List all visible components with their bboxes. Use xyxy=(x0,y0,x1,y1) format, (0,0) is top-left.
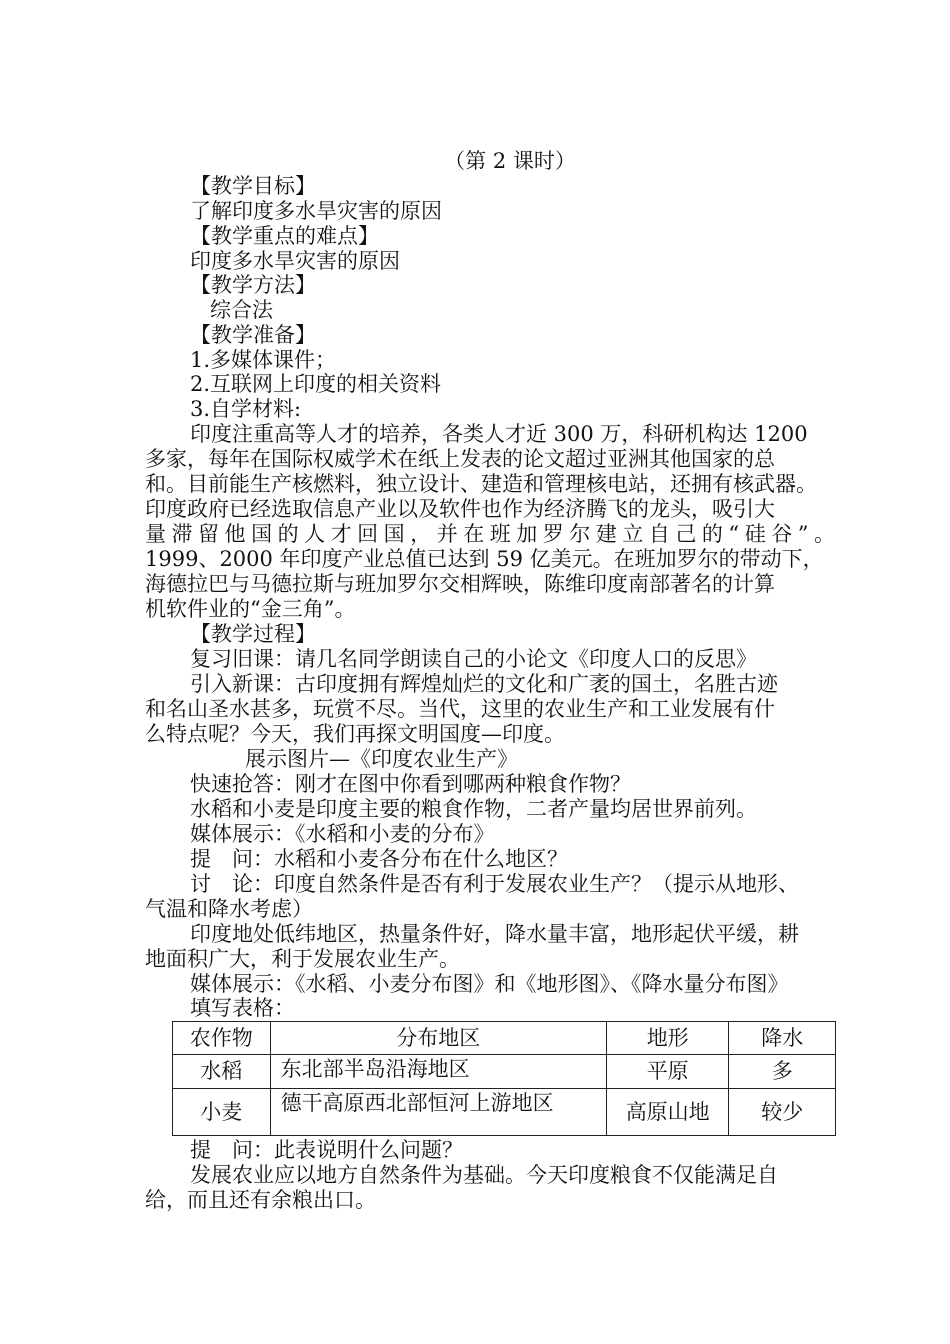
table-cell: 平原 xyxy=(606,1055,728,1089)
material-line: 和。目前能生产核燃料，独立设计、建造和管理核电站，还拥有核武器。 xyxy=(145,472,817,496)
heading-preparation: 【教学准备】 xyxy=(190,323,316,347)
answer-line: 地面积广大，利于发展农业生产。 xyxy=(145,947,460,971)
heading-key-points: 【教学重点的难点】 xyxy=(190,224,379,248)
table-header-cell: 降水 xyxy=(729,1022,836,1055)
table-header-cell: 农作物 xyxy=(173,1022,271,1055)
question-line: 提 问：水稻和小麦各分布在什么地区？ xyxy=(190,847,568,871)
table-header-cell: 分布地区 xyxy=(270,1022,606,1055)
table-header-row xyxy=(173,1022,836,1055)
material-line: 印度注重高等人才的培养，各类人才近 300 万，科研机构达 1200 xyxy=(190,422,808,446)
table-cell: 较少 xyxy=(729,1089,836,1136)
media-line: 媒体展示：《水稻、小麦分布图》和《地形图》、《降水量分布图》 xyxy=(190,972,789,996)
key-points: 印度多水旱灾害的原因 xyxy=(190,249,400,273)
fill-table-line: 填写表格： xyxy=(190,996,295,1020)
discussion-line: 气温和降水考虑） xyxy=(145,897,313,921)
review-line: 复习旧课：请几名同学朗读自己的小论文《印度人口的反思》 xyxy=(190,647,757,671)
material-line: 印度政府已经选取信息产业以及软件也作为经济腾飞的龙头，吸引大 xyxy=(145,497,775,521)
answer-line: 印度地处低纬地区，热量条件好，降水量丰富，地形起伏平缓，耕 xyxy=(190,922,799,946)
heading-teaching-goal: 【教学目标】 xyxy=(190,174,316,198)
material-line: 多家，每年在国际权威学术在纸上发表的论文超过亚洲其他国家的总 xyxy=(145,447,775,471)
crop-distribution-table xyxy=(172,1021,836,1136)
heading-process: 【教学过程】 xyxy=(190,622,316,646)
crops-line: 水稻和小麦是印度主要的粮食作物，二者产量均居世界前列。 xyxy=(190,797,757,821)
material-line: 机软件业的“金三角”。 xyxy=(145,597,356,621)
table-row xyxy=(173,1055,836,1089)
material-line: 量滞留他国的人才回国，并在班加罗尔建立自己的“硅谷”。 xyxy=(145,522,835,546)
table-cell: 东北部半岛沿海地区 xyxy=(270,1055,606,1089)
conclusion-line: 给，而且还有余粮出口。 xyxy=(145,1188,376,1212)
heading-teaching-method: 【教学方法】 xyxy=(190,273,316,297)
intro-line: 么特点呢？今天，我们再探文明国度—印度。 xyxy=(145,722,565,746)
table-cell: 小麦 xyxy=(173,1089,271,1136)
table-cell: 高原山地 xyxy=(606,1089,728,1136)
intro-line: 和名山圣水甚多，玩赏不尽。当代，这里的农业生产和工业发展有什 xyxy=(145,697,775,721)
prep-item: 2.互联网上印度的相关资料 xyxy=(190,372,442,396)
show-picture-line: 展示图片—《印度农业生产》 xyxy=(245,747,518,771)
prep-item: 3.自学材料: xyxy=(190,397,302,421)
table-row xyxy=(173,1089,836,1136)
teaching-goal: 了解印度多水旱灾害的原因 xyxy=(190,199,442,223)
table-cell: 多 xyxy=(729,1055,836,1089)
table-cell: 德干高原西北部恒河上游地区 xyxy=(270,1089,606,1136)
material-line: 海德拉巴与马德拉斯与班加罗尔交相辉映，陈维印度南部著名的计算 xyxy=(145,572,775,596)
discussion-line: 讨 论：印度自然条件是否有利于发展农业生产？（提示从地形、 xyxy=(190,872,799,896)
material-line: 1999、2000 年印度产业总值已达到 59 亿美元。在班加罗尔的带动下， xyxy=(145,547,824,571)
quick-answer-line: 快速抢答：刚才在图中你看到哪两种粮食作物？ xyxy=(190,772,631,796)
intro-line: 引入新课：古印度拥有辉煌灿烂的文化和广袤的国土，名胜古迹 xyxy=(190,672,778,696)
prep-item: 1.多媒体课件； xyxy=(190,348,337,372)
table-header-cell: 地形 xyxy=(606,1022,728,1055)
question-line: 提 问：此表说明什么问题？ xyxy=(190,1138,463,1162)
table-cell: 水稻 xyxy=(173,1055,271,1089)
lesson-title: （第 2 课时） xyxy=(444,149,576,173)
teaching-method: 综合法 xyxy=(210,298,273,322)
media-line: 媒体展示：《水稻和小麦的分布》 xyxy=(190,822,495,846)
conclusion-line: 发展农业应以地方自然条件为基础。今天印度粮食不仅能满足自 xyxy=(190,1163,778,1187)
